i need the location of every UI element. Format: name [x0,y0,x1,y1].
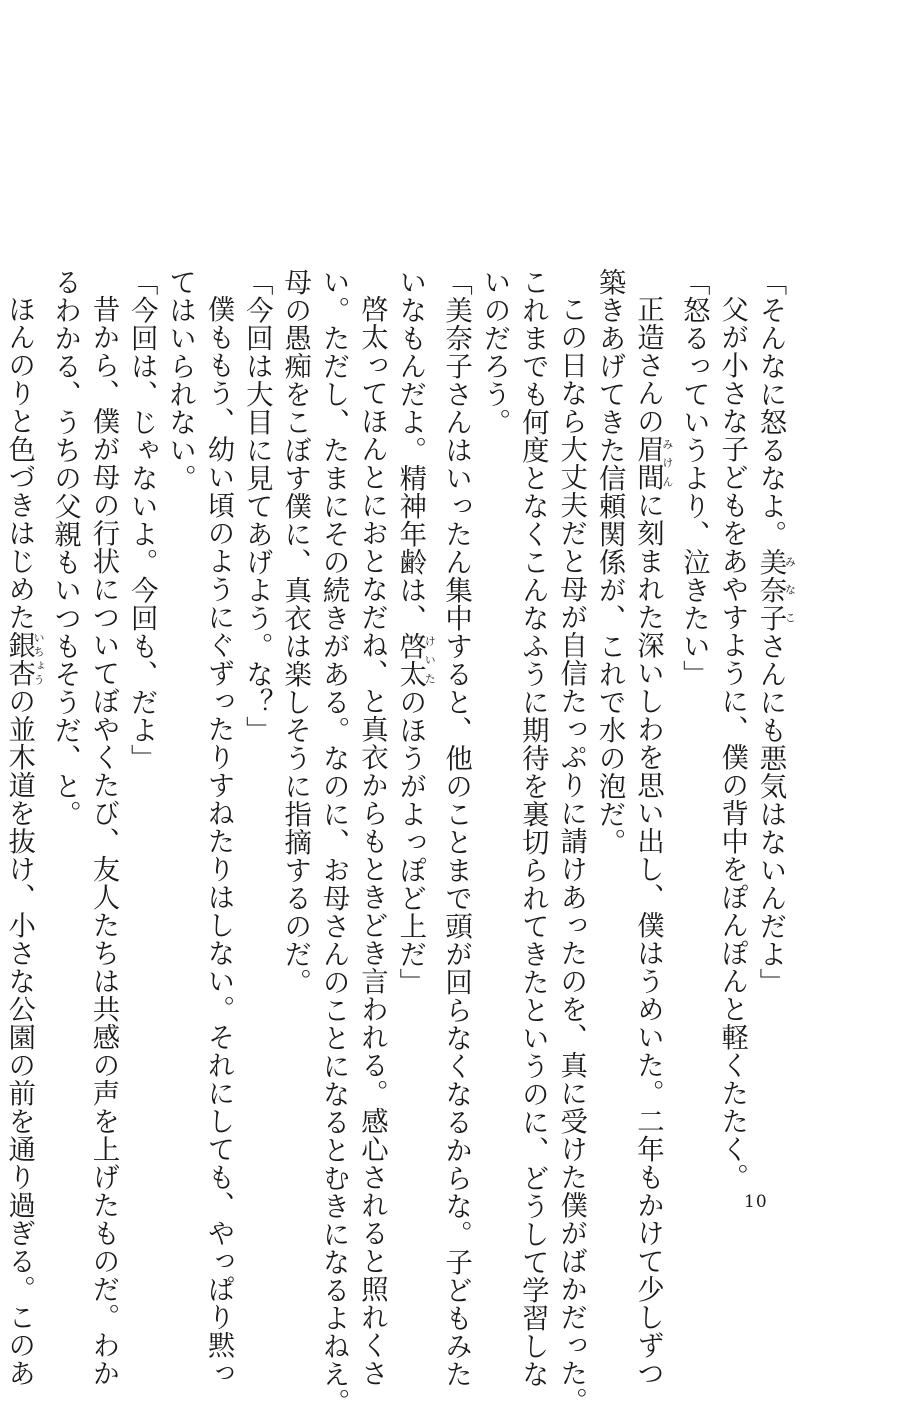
text-line: 母の愚痴をこぼす僕に、真衣は楽しそうに指摘するのだ。 [279,268,311,996]
text-line: 正造さんの眉間みけんに刻まれた深いしわを思い出し、僕はうめいた。二年もかけて少しずつ [631,295,674,1388]
text-line: いなもんだよ。精神年齢は、啓太けいたのほうがよっぽど上だ」 [394,268,437,996]
text-line: 「今回は、じゃないよ。今回も、だよ」 [125,268,157,772]
furigana-miken: 眉間みけん [631,435,674,492]
text-line: いのだろう。 [478,268,510,436]
text-line: 「美奈子さんはいったん集中すると、他のことまで頭が回らなくなるからな。子どもみた [440,268,472,1388]
text-line: るわかる、うちの父親もいつもそうだ、と。 [49,268,81,828]
text-line: てはいられない。 [164,268,196,492]
text-line: 僕ももう、幼い頃のようにぐずったりすねたりはしない。それにしても、やっぱり黙っ [202,295,234,1388]
text-line: 昔から、僕が母の行状についてぼやくたび、友人たちは共感の声を上げたものだ。わか [87,295,119,1388]
furigana-minako: 美奈子みなこ [754,548,797,632]
text-line: 築きあげてきた信頼関係が、これで水の泡だ。 [593,268,625,856]
text-line: 「怒るっていうより、泣きたい」 [677,268,709,688]
text-line: ほんのりと色づきはじめた銀杏いちょうの並木道を抜け、小さな公園の前を通り過ぎる。このあ [3,295,46,1388]
text-line: これまでも何度となくこんなふうに期待を裏切られてきたというのに、どうして学習しな [516,268,548,1388]
text-line: 「今回は大目に見てあげよう。な？」 [240,268,272,744]
furigana-keita: 啓太けいた [394,632,437,688]
text-line: 啓太ってほんとにおとなだね、と真衣からもときどき言われる。感心されると照れくさ [355,295,387,1388]
text-line: い。ただし、たまにその続きがある。なのに、お母さんのことになるとむきになるよねえ。 [317,268,349,1416]
furigana-icho: 銀杏いちょう [3,631,46,688]
text-line: この日なら大丈夫だと母が自信たっぷりに請けあったのを、真に受けた僕がばかだった。 [555,295,587,1416]
text-line: 「そんなに怒るなよ。美奈子みなこさんにも悪気はないんだよ」 [754,268,797,996]
page-number: 10 [744,1192,768,1212]
text-line: 父が小さな子どもをあやすように、僕の背中をぽんぽんと軽くたたく。 [716,295,748,1192]
